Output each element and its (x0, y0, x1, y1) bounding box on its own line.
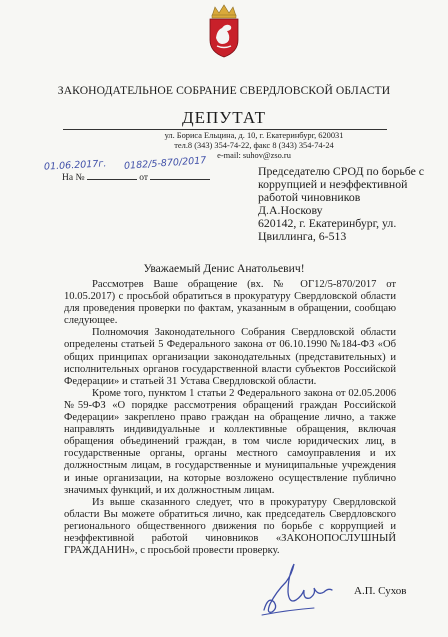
reference-date-blank (150, 171, 210, 180)
reference-from-label: от (139, 173, 149, 183)
reference-line (62, 171, 210, 183)
recipient-line: Д.А.Носкову (258, 203, 323, 217)
signature-icon (258, 552, 338, 620)
address-line: ул. Бориса Ельцина, д. 10, г. Екатеринбург, 620031 (164, 131, 344, 140)
email-line: e-mail: suhov@zso.ru (217, 151, 291, 160)
reference-prefix: На № (62, 173, 85, 183)
organization-name: ЗАКОНОДАТЕЛЬНОЕ СОБРАНИЕ СВЕРДЛОВСКОЙ ОБЛАСТИ (57, 84, 391, 97)
letter-body (64, 279, 396, 557)
body-paragraph: Из выше сказанного следует, что в прокуратуру Свердловской области Вы можете обратиться лично, как председатель Свердловского регионального общественного движения по борьбе с коррупцией и неэффективной работой чиновников «ЗАКОНОПОСЛУШНЫЙ ГРАЖДАНИН», с просьбой провести проверку. (64, 496, 396, 557)
recipient-block (258, 165, 428, 243)
body-paragraph: Рассмотрев Ваше обращение (вх. № ОГ12/5-870/2017 от 10.05.2017) с просьбой обратиться в прокуратуру Свердловской области для проведения проверки по фактам, указанным в обращении, сообщаю следующее. (64, 279, 396, 327)
recipient-line: 620142, г. Екатеринбург, ул. (258, 216, 397, 230)
recipient-line: работой чиновников (258, 190, 361, 204)
body-paragraph: Кроме того, пунктом 1 статьи 2 Федерального закона от 02.05.2006 №59-ФЗ «О порядке рассмотрения обращений граждан Российской Федерации» закреплено право граждан на обращение лично, а также направлять индивидуальные и коллективные обращения, включая обращения объединений граждан, в том числе юридических лиц, в государственные органы, органы местного самоуправления и их должностным лицам, в государственные и муниципальные учреждения и иные организации, на которые возложено осуществление публично значимых функций, и их должностным лицам. (64, 387, 396, 496)
reference-number-blank (87, 171, 137, 180)
title-divider (63, 129, 387, 130)
body-paragraph: Полномочия Законодательного Собрания Свердловской области определены статьей 5 Федерального закона от 06.10.1990 №184-ФЗ «Об общих принципах организации законодательных (представительных) и исполнительных органов государственной власти субъектов Российской Федерации» и статьей 31 Устава Свердловской области. (64, 327, 396, 387)
phone-line: тел.8 (343) 354-74-22, факс 8 (343) 354-74-24 (174, 141, 334, 150)
document-title: ДЕПУТАТ (182, 108, 266, 127)
handwritten-number: 0182/5-870/2017 (123, 155, 207, 172)
recipient-line: Цвиллинга, 6-513 (258, 229, 347, 243)
signer-name: А.П. Сухов (354, 585, 407, 597)
handwritten-date: 01.06.2017г. (43, 158, 107, 173)
recipient-line: Председателю СРОД по борьбе с (258, 164, 425, 178)
coat-of-arms-icon (205, 4, 243, 58)
salutation: Уважаемый Денис Анатольевич! (143, 262, 305, 275)
recipient-line: коррупцией и неэффективной (258, 177, 408, 191)
